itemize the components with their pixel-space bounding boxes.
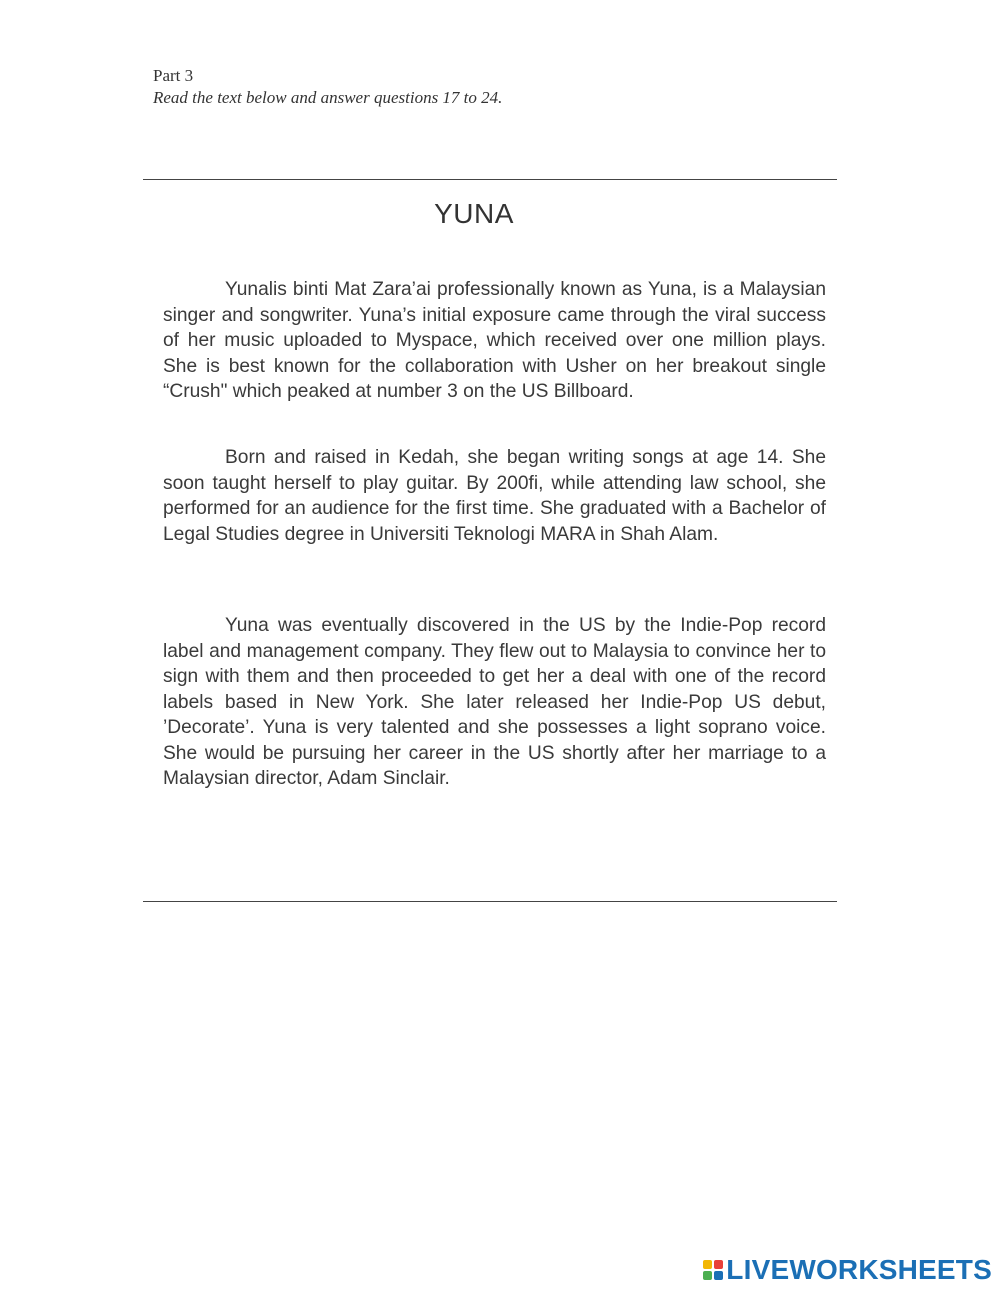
article-paragraph-3: Yuna was eventually discovered in the US by the Indie-Pop record label and management company. They flew out to Malaysia to convince her to sign with them and then proceeded to get her a deal with one of the record labels based in New York. She later released her Indie-Pop US debut, ’Decorate’. Yuna is very talented and she possesses a light soprano voice. She would be pursuing her career in the US shortly after her marriage to a Malaysian director, Adam Sinclair. — [163, 615, 826, 789]
instruction-text: Read the text below and answer questions 17 to 24. — [153, 88, 503, 107]
liveworksheets-logo — [703, 1254, 992, 1286]
logo-square-red — [714, 1260, 723, 1269]
article-title: YUNA — [434, 198, 514, 229]
logo-square-green — [703, 1271, 712, 1280]
part-label: Part 3 — [153, 66, 194, 85]
liveworksheets-logo-icon — [703, 1260, 723, 1280]
article-paragraph-1: Yunalis binti Mat Zara’ai professionally known as Yuna, is a Malaysian singer and songwriter. Yuna’s initial exposure came through the viral success of her music uploaded to Myspace, which received over one million plays. She is best known for the collaboration with Usher on her breakout single “Crush" which peaked at number 3 on the US Billboard. — [163, 279, 826, 402]
logo-text: LIVEWORKSHEETS — [726, 1254, 992, 1285]
article-paragraph-2: Born and raised in Kedah, she began writing songs at age 14. She soon taught herself to play guitar. By 200fi, while attending law school, she performed for an audience for the first time. She graduated with a Bachelor of Legal Studies degree in Universiti Teknologi MARA in Shah Alam. — [163, 447, 826, 545]
bottom-divider — [143, 901, 837, 902]
logo-square-yellow — [703, 1260, 712, 1269]
logo-square-blue — [714, 1271, 723, 1280]
top-divider — [143, 179, 837, 180]
